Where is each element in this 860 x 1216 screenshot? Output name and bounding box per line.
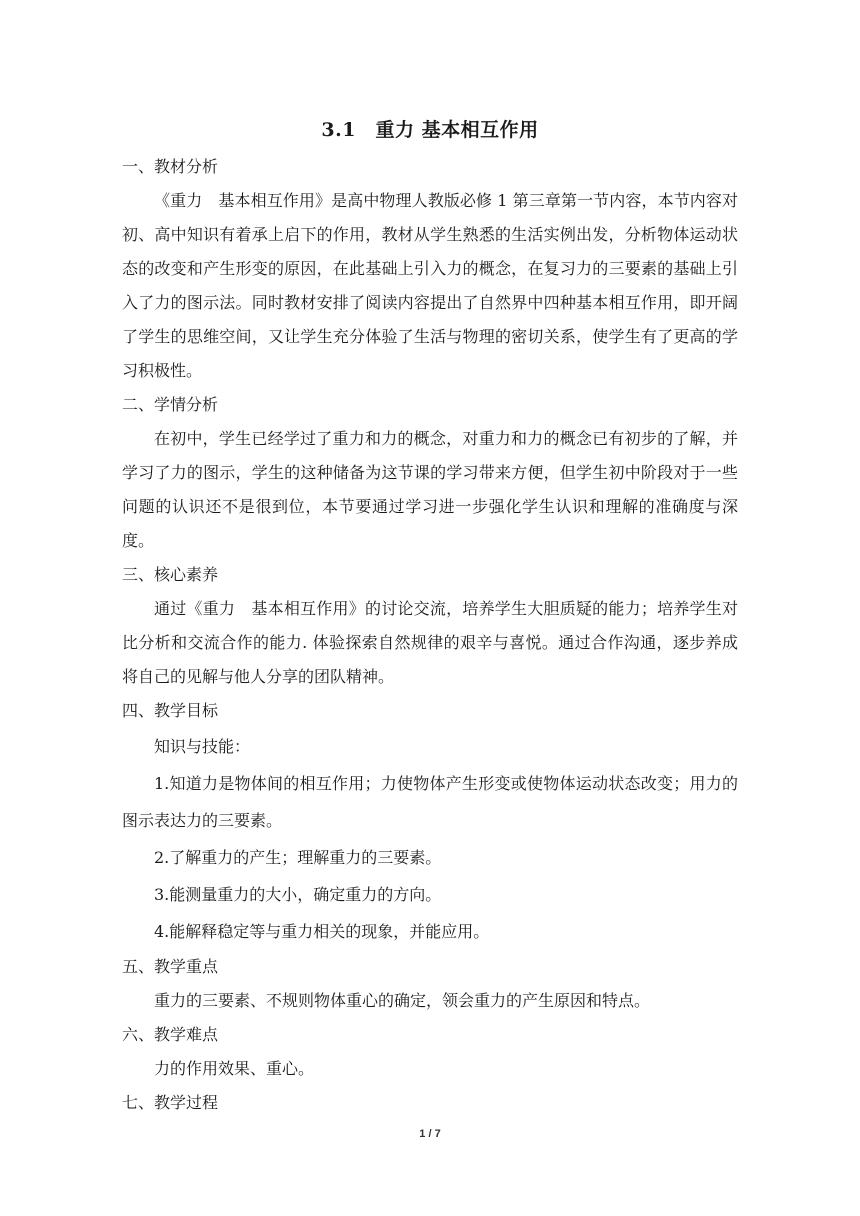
- section-student-analysis: [122, 388, 738, 558]
- section-heading: 七、教学过程: [122, 1093, 219, 1112]
- section-paragraph: 《重力 基本相互作用》是高中物理人教版必修 1 第三章第一节内容，本节内容对初、高中知识有着承上启下的作用，教材从学生熟悉的生活实例出发，分析物体运动状态的改变和产生形变的原因，在此基础上引入力的概念，在复习力的三要素的基础上引入了力的图示法。同时教材安排了阅读内容提出了自然界中四种基本相互作用，即开阔了学生的思维空间，又让学生充分体验了生活与物理的密切关系，使学生有了更高的学习积极性。: [122, 191, 738, 380]
- section-heading: 四、教学目标: [122, 701, 219, 720]
- section-paragraph: 重力的三要素、不规则物体重心的确定，领会重力的产生原因和特点。: [154, 991, 651, 1010]
- section-heading: 五、教学重点: [122, 957, 219, 976]
- section-heading: 二、学情分析: [122, 395, 219, 414]
- section-paragraph: 力的作用效果、重心。: [154, 1059, 315, 1078]
- section-heading: 一、教材分析: [122, 157, 219, 176]
- section-textbook-analysis: [122, 150, 738, 388]
- section-teaching-process: [122, 1086, 738, 1120]
- section-core-literacy: [122, 558, 738, 694]
- objective-item: 3.能测量重力的大小，确定重力的方向。: [154, 885, 442, 904]
- section-teaching-difficulty: [122, 1018, 738, 1086]
- section-paragraph: 通过《重力 基本相互作用》的讨论交流，培养学生大胆质疑的能力；培养学生对比分析和交流合作的能力. 体验探索自然规律的艰辛与喜悦。通过合作沟通，逐步养成将自己的见解与他人分享的团队精神。: [122, 599, 738, 686]
- page-number: 1 / 7: [419, 1128, 441, 1140]
- section-teaching-focus: [122, 950, 738, 1018]
- objectives-subheading: 知识与技能：: [154, 737, 251, 756]
- objective-item: 4.能解释稳定等与重力相关的现象，并能应用。: [154, 922, 490, 941]
- section-heading: 三、核心素养: [122, 565, 219, 584]
- section-teaching-objectives: [122, 694, 738, 950]
- objective-item: 1.知道力是物体间的相互作用；力使物体产生形变或使物体运动状态改变；用力的图示表达力的三要素。: [122, 774, 738, 830]
- document-body: [122, 150, 738, 1120]
- section-heading: 六、教学难点: [122, 1025, 219, 1044]
- section-paragraph: 在初中，学生已经学过了重力和力的概念，对重力和力的概念已有初步的了解，并学习了力的图示，学生的这种储备为这节课的学习带来方便，但学生初中阶段对于一些问题的认识还不是很到位，本节要通过学习进一步强化学生认识和理解的准确度与深度。: [122, 429, 738, 550]
- objective-item: 2.了解重力的产生；理解重力的三要素。: [154, 848, 442, 867]
- document-title: 3.1 重力 基本相互作用: [321, 119, 539, 141]
